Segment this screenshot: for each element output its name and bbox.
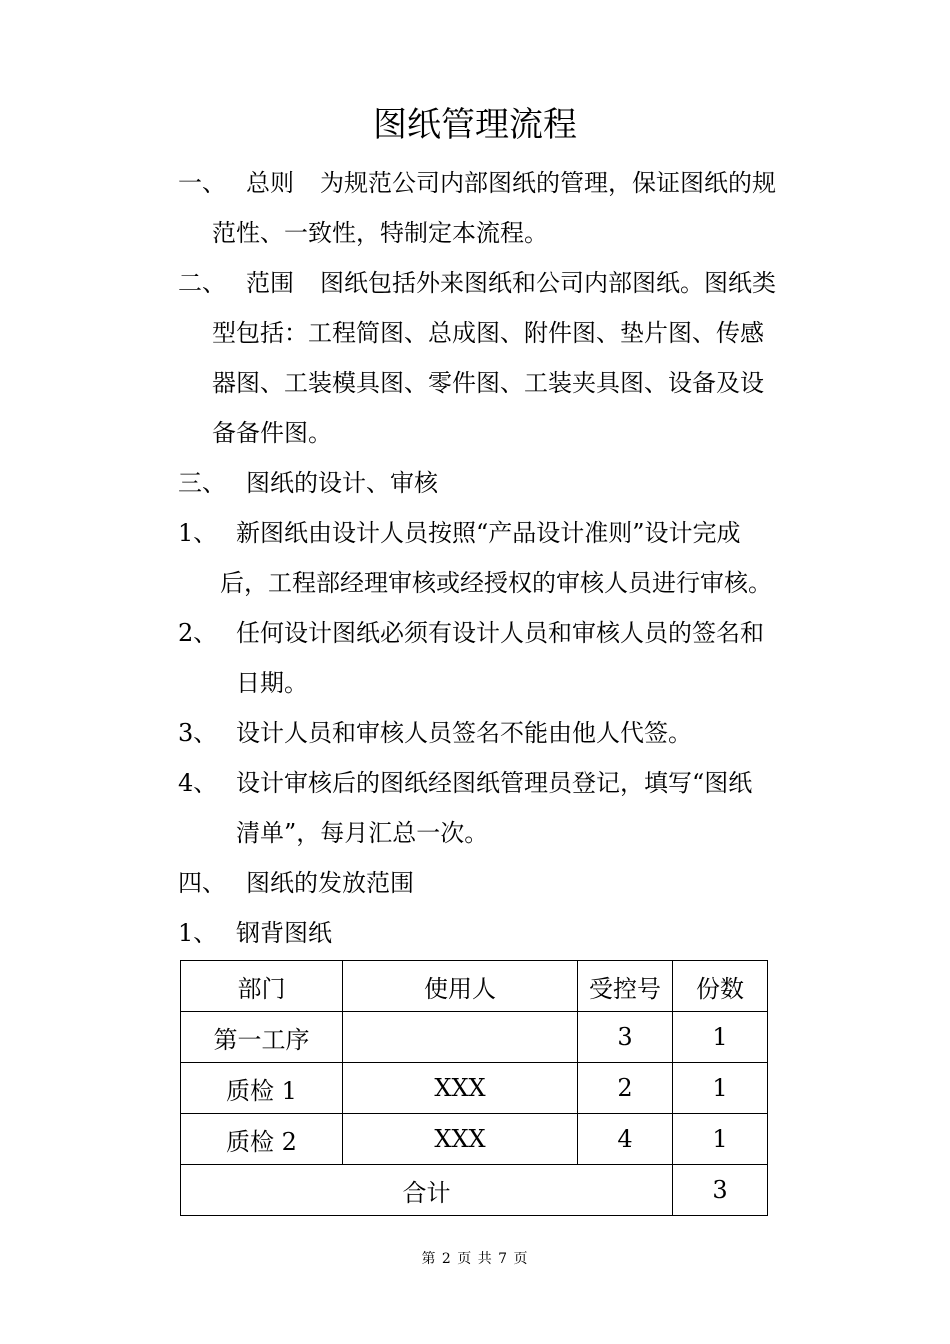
section-text-line: 图纸包括外来图纸和公司内部图纸。图纸类 (320, 269, 776, 297)
item-number: 1、 (178, 519, 218, 547)
section-heading: 总则 (246, 169, 294, 197)
section-marker: 二、 (178, 269, 226, 297)
section-text-line: 型包括：工程简图、总成图、附件图、垫片图、传感 (212, 319, 764, 347)
item-text-line: 清单”，每月汇总一次。 (236, 819, 489, 847)
subsection-label: 钢背图纸 (236, 919, 332, 947)
item-number: 1、 (178, 919, 218, 947)
table-row (181, 1012, 768, 1063)
item-text-line: 设计审核后的图纸经图纸管理员登记，填写“图纸 (236, 769, 753, 797)
item-number: 4、 (178, 769, 218, 797)
table-row (181, 1114, 768, 1165)
column-header-user: 使用人 (343, 961, 578, 1012)
table-cell: 第一工序 (181, 1012, 343, 1063)
table-cell: 1 (673, 1012, 768, 1063)
document-title: 图纸管理流程 (373, 105, 577, 145)
table-cell: 质检 2 (181, 1114, 343, 1165)
item-number: 3、 (178, 719, 218, 747)
column-header-control-number: 受控号 (578, 961, 673, 1012)
table-cell: 1 (673, 1063, 768, 1114)
table-cell: XXX (343, 1063, 578, 1114)
section-text-line: 范性、一致性，特制定本流程。 (212, 219, 548, 247)
table-cell: 3 (578, 1012, 673, 1063)
section-text-line: 备备件图。 (212, 419, 332, 447)
section-text-line: 为规范公司内部图纸的管理，保证图纸的规 (320, 169, 776, 197)
total-label: 合计 (181, 1165, 673, 1216)
table-cell: 4 (578, 1114, 673, 1165)
section-marker: 三、 (178, 469, 226, 497)
distribution-table (180, 960, 768, 1216)
item-text-line: 任何设计图纸必须有设计人员和审核人员的签名和 (236, 619, 764, 647)
section-marker: 一、 (178, 169, 226, 197)
table-total-row (181, 1165, 768, 1216)
table-cell (343, 1012, 578, 1063)
table-cell: 1 (673, 1114, 768, 1165)
table-cell: 2 (578, 1063, 673, 1114)
table-cell: 质检 1 (181, 1063, 343, 1114)
section-text-line: 器图、工装模具图、零件图、工装夹具图、设备及设 (212, 369, 764, 397)
section-marker: 四、 (178, 869, 226, 897)
item-text-line: 日期。 (236, 669, 308, 697)
section-heading: 范围 (246, 269, 294, 297)
section-heading: 图纸的设计、审核 (246, 469, 438, 497)
column-header-copies: 份数 (673, 961, 768, 1012)
total-value: 3 (673, 1165, 768, 1216)
table-row (181, 1063, 768, 1114)
table-cell: XXX (343, 1114, 578, 1165)
item-text-line: 后，工程部经理审核或经授权的审核人员进行审核。 (220, 569, 772, 597)
table-header-row (181, 961, 768, 1012)
column-header-department: 部门 (181, 961, 343, 1012)
item-text-line: 新图纸由设计人员按照“产品设计准则”设计完成 (236, 519, 741, 547)
item-number: 2、 (178, 619, 218, 647)
page-footer: 第 2 页 共 7 页 (421, 1251, 529, 1267)
item-text-line: 设计人员和审核人员签名不能由他人代签。 (236, 719, 692, 747)
section-heading: 图纸的发放范围 (246, 869, 414, 897)
